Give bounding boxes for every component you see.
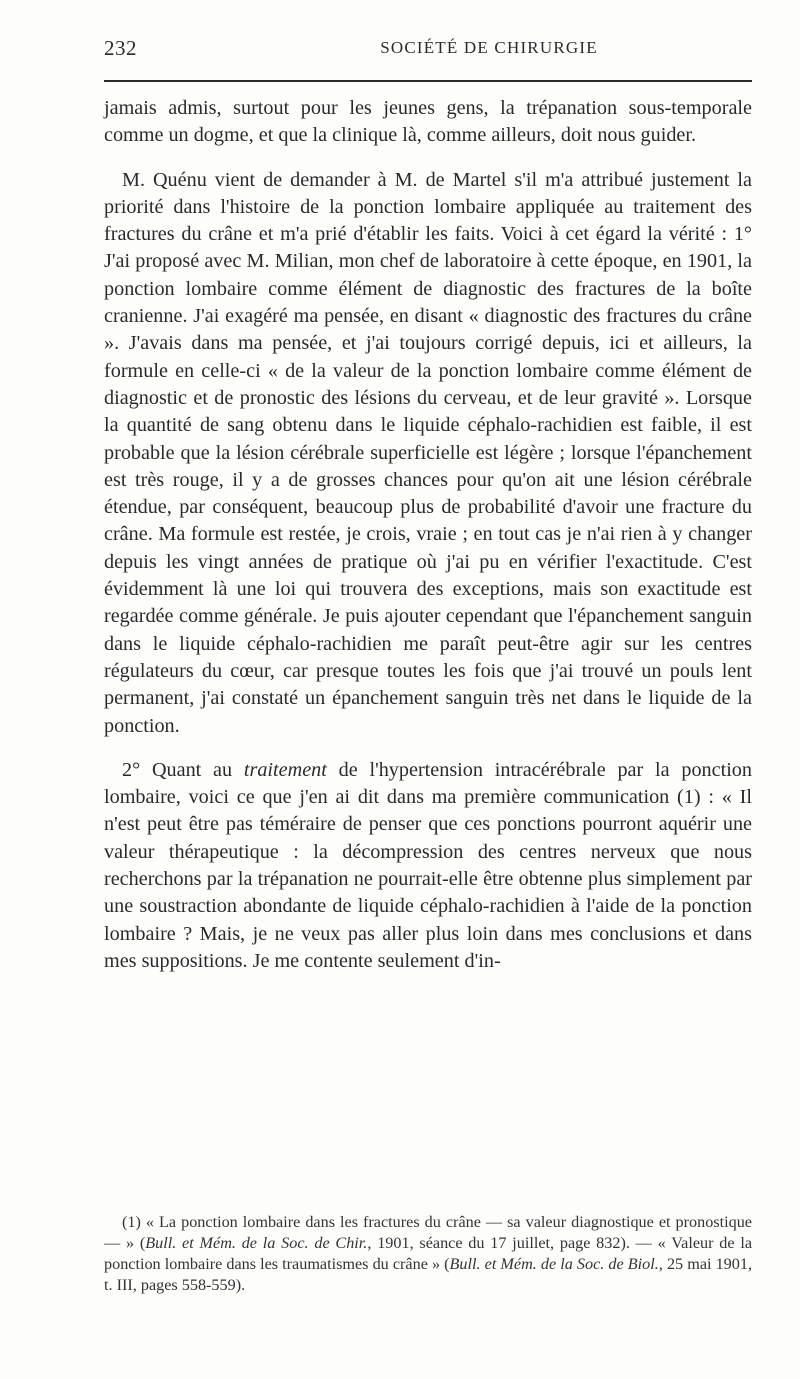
paragraph-1: jamais admis, surtout pour les jeunes gens, la trépanation sous-temporale comme un dogme, et que la clinique là, comme ailleurs, doit nous guider. [104,97,752,147]
footnote-ref1: Bull. et Mém. de la Soc. de Chir. [145,1234,368,1252]
footnote-part2: , 1901, séance du 17 juillet, page 832). — « Valeur de la ponction lombaire dans les traumatismes du crâne » ( [104,1234,753,1273]
paragraph-3-part2: de l'hypertension intracérébrale par la ponction lombaire, voici ce que j'en ai dit dans ma première communication (1) : « Il n'est peut être pas téméraire de penser que ces ponctions pourront aquérir une valeur thérapeutique : la décompression des centres nerveux que nous recherchons par la trépanation ne pourrait-elle être obtenne plus simplement par une soustraction abondante de liquide céphalo-rachidien à l'aide de la ponction lombaire ? Mais, je ne veux pas aller plus loin dans mes conclusions et dans mes suppositions. Je me contente seulement d'in- [104,758,752,972]
running-title: SOCIÉTÉ DE CHIRURGIE [380,38,598,57]
footnote-1 [104,1212,752,1296]
header-rule [104,80,752,82]
footnote-ref2: Bull. et Mém. de la Soc. de Biol. [449,1255,659,1273]
page-number: 232 [104,36,137,60]
footnotes [104,1212,752,1296]
paragraph-3-part1: 2° Quant au [122,758,244,781]
footnote-part3: , 25 mai 1901, t. III, pages 558-559). [104,1255,753,1294]
paragraph-3-italic: traitement [243,758,327,781]
body-text [104,95,752,975]
paragraph-2: M. Quénu vient de demander à M. de Martel s'il m'a attribué justement la priorité dans l'histoire de la ponction lombaire appliquée au traitement des fractures du crâne et m'a prié d'établir les faits. Voici à cet égard la vérité : 1° J'ai proposé avec M. Milian, mon chef de laboratoire à cette époque, en 1901, la ponction lombaire comme élément de diagnostic des fractures de la boîte cranienne. J'ai exagéré ma pensée, en disant « diagnostic des fractures du crâne ». J'avais dans ma pensée, et j'ai toujours corrigé depuis, ici et ailleurs, la formule en celle-ci « de la valeur de la ponction lombaire comme élément de diagnostic et de pronostic des lésions du cerveau, et de leur gravité ». Lorsque la quantité de sang obtenu dans le liquide céphalo-rachidien est faible, il est probable que la lésion cérébrale superficielle est légère ; lorsque l'épanchement est très rouge, il y a de grosses chances pour qu'on ait une lésion cérébrale étendue, par conséquent, beaucoup plus de probabilité d'avoir une fracture du crâne. Ma formule est restée, je crois, vraie ; en tout cas je n'ai rien à y changer depuis les vingt années de pratique où j'ai pu en vérifier l'exactitude. C'est évidemment là une loi qui trouvera des exceptions, mais son exactitude est regardée comme générale. Je puis ajouter cependant que l'épanchement sanguin dans le liquide céphalo-rachidien me paraît peut-être agir sur les centres régulateurs du cœur, car presque toutes les fois que j'ai trouvé un pouls lent permanent, j'ai constaté un épanchement sanguin très net dans le liquide de la ponction. [104,168,752,737]
paragraph-3 [104,757,752,975]
footnote-part1: (1) « La ponction lombaire dans les fractures du crâne — sa valeur diagnostique et pronostique — » ( [104,1213,752,1252]
page-header [104,36,752,64]
